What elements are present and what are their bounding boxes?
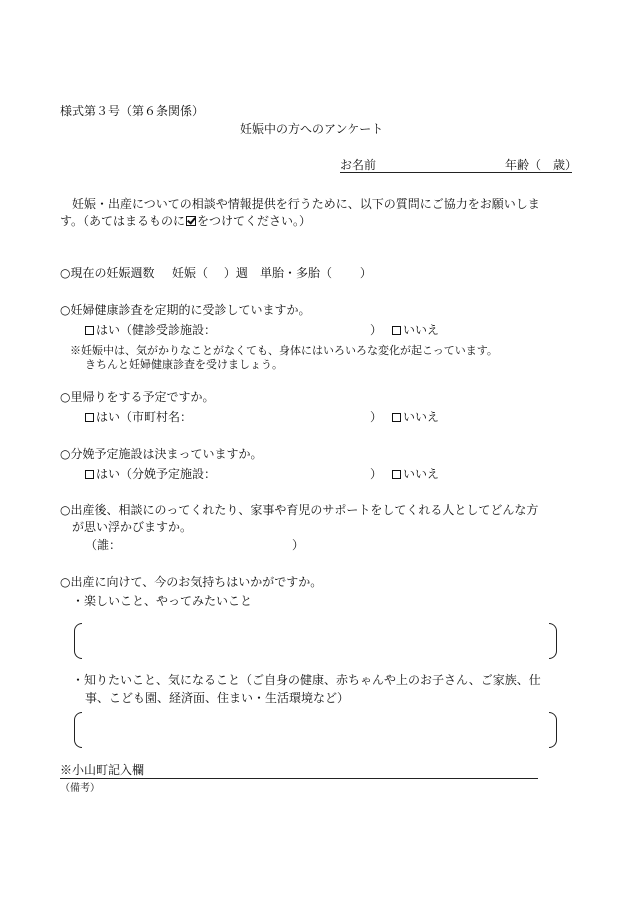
intro-line-2-before: す。（あてはまるものに [60, 214, 186, 228]
q5-close-paren: ） [292, 538, 305, 552]
q2-yes-text: はい（健診受診施設： [96, 323, 217, 337]
q4-yes-text: はい（分娩予定施設： [96, 467, 217, 481]
q1-label: ○現在の妊娠週数 [60, 266, 155, 280]
age-label: 年齢（ 歳） [505, 158, 578, 172]
q2-no-option[interactable] [392, 323, 439, 338]
q4-no-text: いいえ [403, 467, 440, 481]
remarks-label: （備考） [60, 783, 100, 794]
q5-line-2: が思い浮かびますか。 [72, 520, 193, 534]
q6-answer-1-open-bracket [74, 623, 82, 659]
q2-label: ○妊婦健康診査を定期的に受診していますか。 [60, 303, 311, 317]
q6-answer-1-close-bracket [549, 623, 557, 659]
q5-who-field[interactable]: （誰： [85, 538, 122, 552]
q5-line-1: ○出産後、相談にのってくれたり、家事や育児のサポートをしてくれる人としてどんな方 [60, 503, 539, 517]
q2-close-paren: ） [370, 323, 383, 337]
q4-no-option[interactable] [392, 467, 439, 482]
q6-sub-2-line-2: 事、こども園、経済面、住まい・生活環境など） [85, 691, 350, 705]
q6-answer-2-close-bracket [549, 712, 557, 748]
q3-yes-checkbox[interactable] [85, 413, 94, 422]
q4-label: ○分娩予定施設は決まっていますか。 [60, 447, 263, 461]
intro-line-2 [60, 214, 311, 229]
q4-yes-option[interactable] [85, 467, 216, 482]
checked-box-icon [186, 216, 196, 226]
q3-label: ○里帰りをする予定ですか。 [60, 390, 215, 404]
q2-note-2: きちんと妊婦健康診査を受けましょう。 [85, 358, 283, 371]
q4-no-checkbox[interactable] [392, 470, 401, 479]
q3-yes-option[interactable] [85, 410, 192, 425]
q2-yes-option[interactable] [85, 323, 216, 338]
q3-no-text: いいえ [403, 410, 440, 424]
office-use-label: ※小山町記入欄 [60, 763, 145, 777]
q6-answer-2-area[interactable] [84, 712, 548, 748]
q6-sub-2-line-1: ・知りたいこと、気になること（ご自身の健康、赤ちゃんや上のお子さん、ご家族、仕 [72, 673, 541, 687]
q6-answer-1-area[interactable] [84, 623, 548, 659]
q3-no-option[interactable] [392, 410, 439, 425]
form-number: 様式第３号（第６条関係） [60, 104, 205, 118]
q6-label: ○出産に向けて、今のお気持ちはいかがですか。 [60, 575, 323, 589]
q3-no-checkbox[interactable] [392, 413, 401, 422]
q4-close-paren: ） [370, 467, 383, 481]
q1-weeks-field[interactable]: 妊娠（ ）週 [172, 266, 248, 280]
q2-yes-checkbox[interactable] [85, 326, 94, 335]
q2-no-checkbox[interactable] [392, 326, 401, 335]
q3-yes-text: はい（市町村名： [96, 410, 193, 424]
q6-sub-1: ・楽しいこと、やってみたいこと [72, 594, 253, 608]
page-title: 妊娠中の方へのアンケート [240, 122, 384, 136]
q2-note-1: ※妊娠中は、気がかりなことがなくても、身体にはいろいろな変化が起こっています。 [70, 344, 498, 357]
intro-line-2-after: をつけてください。） [197, 214, 312, 228]
name-age-underline [340, 172, 572, 173]
office-use-underline [60, 778, 538, 779]
q4-yes-checkbox[interactable] [85, 470, 94, 479]
name-label: お名前 [340, 158, 377, 172]
intro-line-1: 妊娠・出産についての相談や情報提供を行うために、以下の質問にご協力をお願いしま [72, 197, 540, 211]
q3-close-paren: ） [370, 410, 383, 424]
q6-answer-2-open-bracket [74, 712, 82, 748]
q1-multiple-field[interactable]: 単胎・多胎（ ） [260, 266, 372, 280]
q2-no-text: いいえ [403, 323, 440, 337]
